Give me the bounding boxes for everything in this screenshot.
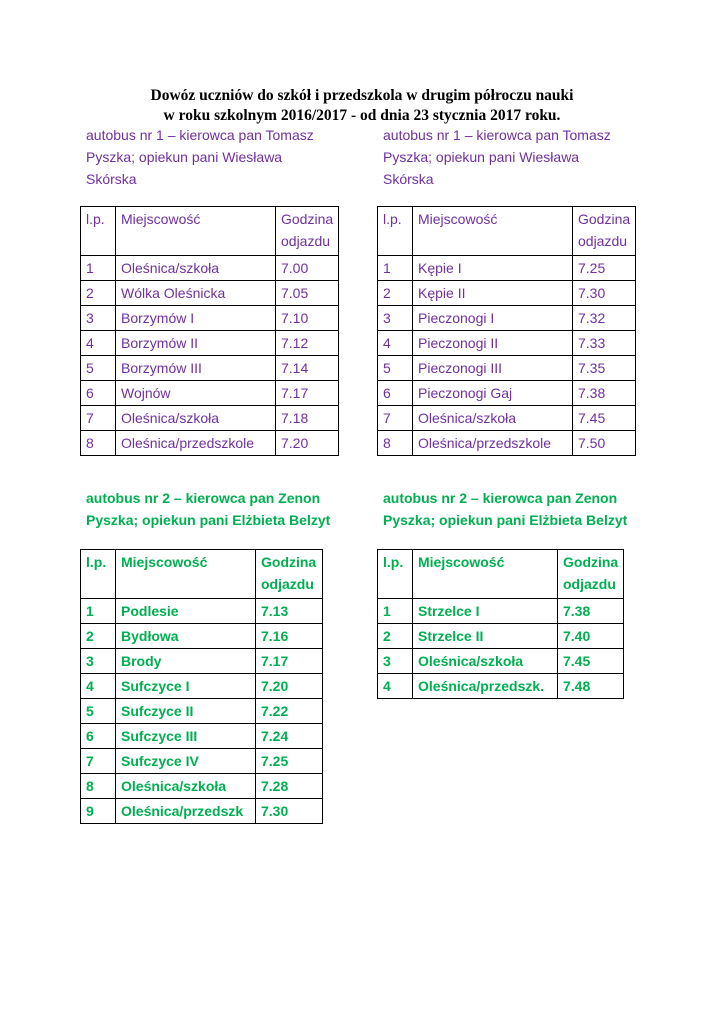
place-header: Miejscowość (116, 207, 276, 256)
lp-cell: 7 (81, 749, 116, 774)
place-cell: Borzymów II (116, 331, 276, 356)
bus1-left-table (80, 206, 339, 456)
lp-header: l.p. (378, 207, 413, 256)
lp-cell: 2 (81, 281, 116, 306)
lp-cell: 7 (378, 406, 413, 431)
lp-cell: 8 (378, 431, 413, 456)
table-row (81, 306, 339, 331)
lp-header: l.p. (81, 550, 116, 599)
place-cell: Oleśnica/szkoła (413, 406, 573, 431)
lp-cell: 3 (378, 649, 413, 674)
table-row (81, 381, 339, 406)
time-cell: 7.05 (276, 281, 339, 306)
time-cell: 7.24 (256, 724, 323, 749)
lp-cell: 8 (81, 431, 116, 456)
table-row (81, 649, 323, 674)
lp-cell: 5 (378, 356, 413, 381)
table-row (81, 774, 323, 799)
time-cell: 7.45 (558, 649, 624, 674)
lp-cell: 1 (378, 256, 413, 281)
place-cell: Pieczonogi III (413, 356, 573, 381)
place-cell: Borzymów I (116, 306, 276, 331)
place-header: Miejscowość (116, 550, 256, 599)
place-cell: Kępie I (413, 256, 573, 281)
time-header: Godzina odjazdu (276, 207, 339, 256)
lp-cell: 3 (81, 649, 116, 674)
table-row (378, 649, 624, 674)
place-cell: Wojnów (116, 381, 276, 406)
place-header: Miejscowość (413, 207, 573, 256)
place-cell: Bydłowa (116, 624, 256, 649)
table-row (378, 381, 636, 406)
time-cell: 7.33 (573, 331, 636, 356)
time-cell: 7.35 (573, 356, 636, 381)
lp-cell: 2 (378, 624, 413, 649)
document-title (0, 86, 724, 126)
time-cell: 7.48 (558, 674, 624, 699)
time-cell: 7.17 (276, 381, 339, 406)
lp-cell: 1 (81, 256, 116, 281)
time-cell: 7.40 (558, 624, 624, 649)
table-row (81, 674, 323, 699)
lp-cell: 6 (81, 381, 116, 406)
place-cell: Strzelce I (413, 599, 558, 624)
time-cell: 7.16 (256, 624, 323, 649)
lp-cell: 3 (81, 306, 116, 331)
time-cell: 7.22 (256, 699, 323, 724)
lp-cell: 4 (378, 331, 413, 356)
table-header-row (81, 207, 339, 256)
place-cell: Podlesie (116, 599, 256, 624)
place-cell: Sufczyce III (116, 724, 256, 749)
table-row (378, 599, 624, 624)
bus1-right-table (377, 206, 636, 456)
title-line-2: w roku szkolnym 2016/2017 - od dnia 23 stycznia 2017 roku. (163, 107, 561, 124)
time-cell: 7.25 (573, 256, 636, 281)
time-cell: 7.25 (256, 749, 323, 774)
place-cell: Oleśnica/szkoła (413, 649, 558, 674)
lp-cell: 6 (378, 381, 413, 406)
lp-cell: 7 (81, 406, 116, 431)
time-cell: 7.20 (276, 431, 339, 456)
place-cell: Oleśnica/szkoła (116, 774, 256, 799)
title-line-1: Dowóz uczniów do szkół i przedszkola w drugim półroczu nauki (150, 87, 574, 104)
table-header-row (378, 207, 636, 256)
lp-cell: 1 (378, 599, 413, 624)
lp-cell: 4 (81, 331, 116, 356)
time-header: Godzina odjazdu (573, 207, 636, 256)
lp-cell: 4 (81, 674, 116, 699)
place-cell: Borzymów III (116, 356, 276, 381)
time-cell: 7.30 (573, 281, 636, 306)
time-cell: 7.20 (256, 674, 323, 699)
bus1-right-heading: autobus nr 1 – kierowca pan Tomasz Pyszka; opiekun pani Wiesława Skórska (383, 127, 611, 187)
place-cell: Sufczyce II (116, 699, 256, 724)
bus2-left-heading: autobus nr 2 – kierowca pan Zenon Pyszka; opiekun pani Elżbieta Belzyt (86, 490, 331, 528)
table-header-row (378, 550, 624, 599)
table-row (378, 431, 636, 456)
place-cell: Oleśnica/szkoła (116, 256, 276, 281)
lp-cell: 3 (378, 306, 413, 331)
time-cell: 7.17 (256, 649, 323, 674)
place-cell: Oleśnica/przedszkole (116, 431, 276, 456)
time-cell: 7.14 (276, 356, 339, 381)
place-cell: Oleśnica/przedszk. (413, 674, 558, 699)
place-cell: Kępie II (413, 281, 573, 306)
place-cell: Oleśnica/przedszkole (413, 431, 573, 456)
table-row (81, 799, 323, 824)
bus2-left-table (80, 549, 323, 824)
table-row (81, 749, 323, 774)
bus2-right-heading: autobus nr 2 – kierowca pan Zenon Pyszka; opiekun pani Elżbieta Belzyt (383, 490, 628, 528)
table-row (378, 306, 636, 331)
table-row (81, 281, 339, 306)
place-cell: Sufczyce I (116, 674, 256, 699)
place-cell: Pieczonogi II (413, 331, 573, 356)
table-row (378, 256, 636, 281)
time-cell: 7.50 (573, 431, 636, 456)
lp-cell: 2 (378, 281, 413, 306)
lp-cell: 9 (81, 799, 116, 824)
table-row (378, 624, 624, 649)
time-cell: 7.32 (573, 306, 636, 331)
table-header-row (81, 550, 323, 599)
place-cell: Oleśnica/przedszk (116, 799, 256, 824)
table-row (378, 406, 636, 431)
table-row (81, 699, 323, 724)
place-cell: Oleśnica/szkoła (116, 406, 276, 431)
bus2-right-table (377, 549, 624, 699)
time-cell: 7.10 (276, 306, 339, 331)
lp-header: l.p. (81, 207, 116, 256)
time-cell: 7.30 (256, 799, 323, 824)
place-cell: Wólka Oleśnicka (116, 281, 276, 306)
place-cell: Pieczonogi Gaj (413, 381, 573, 406)
lp-cell: 2 (81, 624, 116, 649)
time-cell: 7.12 (276, 331, 339, 356)
table-row (81, 724, 323, 749)
lp-cell: 8 (81, 774, 116, 799)
table-row (81, 406, 339, 431)
table-row (81, 599, 323, 624)
table-row (378, 674, 624, 699)
time-cell: 7.18 (276, 406, 339, 431)
time-header: Godzina odjazdu (256, 550, 323, 599)
time-cell: 7.38 (558, 599, 624, 624)
lp-header: l.p. (378, 550, 413, 599)
bus1-left-heading: autobus nr 1 – kierowca pan Tomasz Pyszka; opiekun pani Wiesława Skórska (86, 127, 314, 187)
table-row (378, 356, 636, 381)
table-row (81, 356, 339, 381)
table-row (378, 281, 636, 306)
lp-cell: 5 (81, 356, 116, 381)
time-cell: 7.13 (256, 599, 323, 624)
place-header: Miejscowość (413, 550, 558, 599)
table-row (378, 331, 636, 356)
table-row (81, 256, 339, 281)
lp-cell: 1 (81, 599, 116, 624)
table-row (81, 431, 339, 456)
time-cell: 7.45 (573, 406, 636, 431)
time-header: Godzina odjazdu (558, 550, 624, 599)
place-cell: Strzelce II (413, 624, 558, 649)
time-cell: 7.38 (573, 381, 636, 406)
lp-cell: 6 (81, 724, 116, 749)
time-cell: 7.28 (256, 774, 323, 799)
lp-cell: 5 (81, 699, 116, 724)
place-cell: Sufczyce IV (116, 749, 256, 774)
lp-cell: 4 (378, 674, 413, 699)
table-row (81, 331, 339, 356)
place-cell: Brody (116, 649, 256, 674)
time-cell: 7.00 (276, 256, 339, 281)
table-row (81, 624, 323, 649)
place-cell: Pieczonogi I (413, 306, 573, 331)
